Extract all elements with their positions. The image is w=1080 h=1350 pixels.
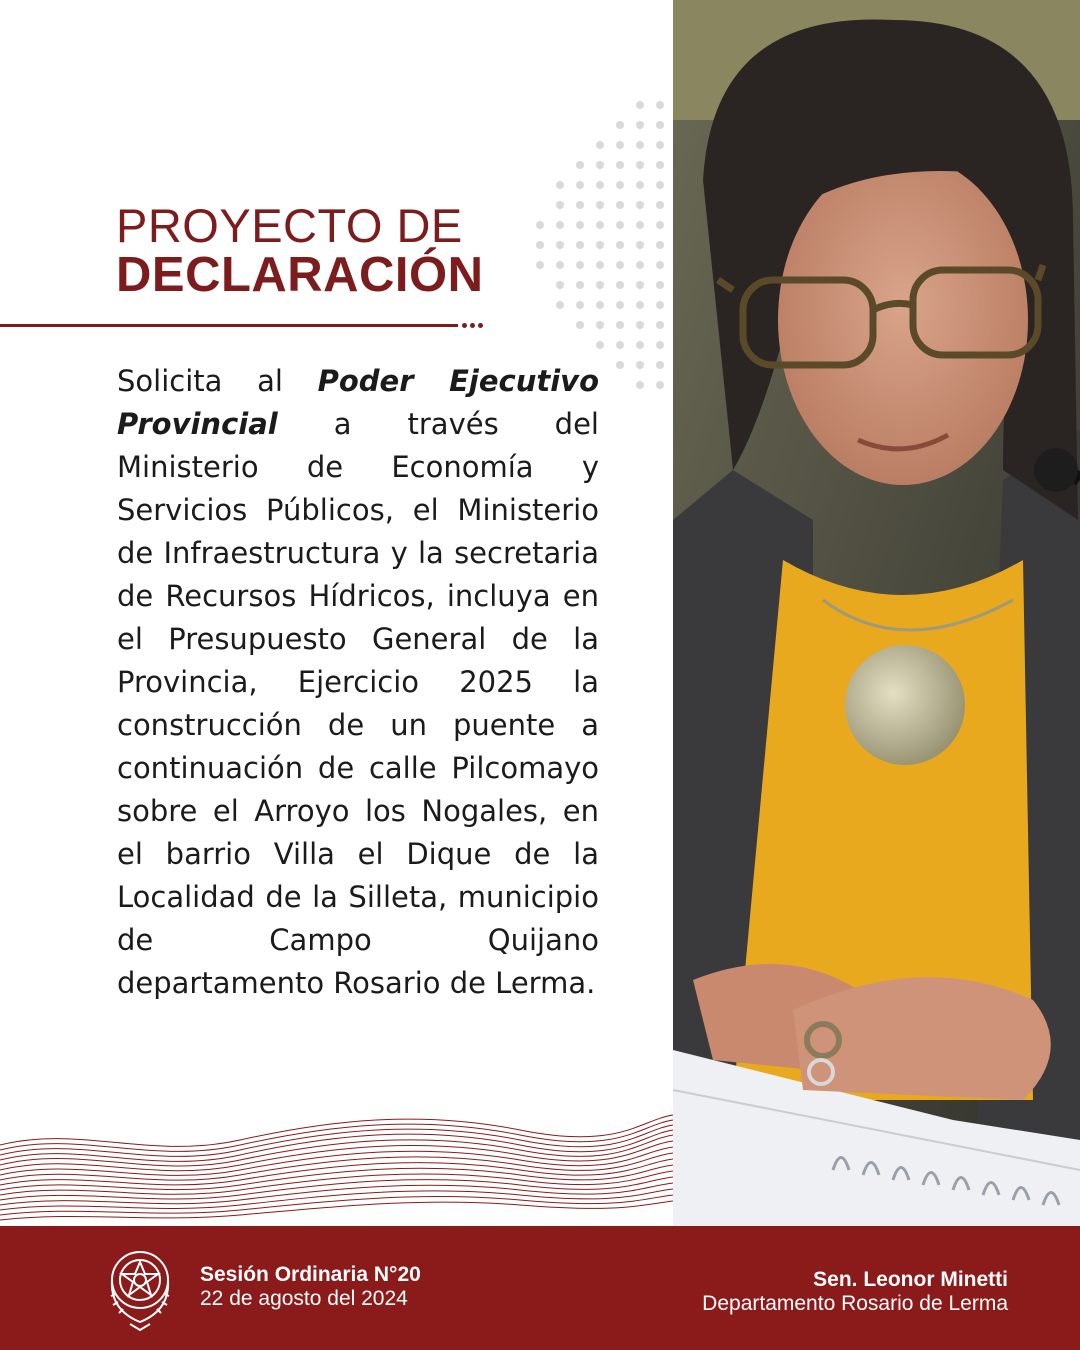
title-divider (0, 324, 458, 327)
dot-pattern-decoration (520, 95, 673, 395)
provincial-seal-icon (104, 1240, 176, 1332)
declaration-highlight: Poder Ejecutivo Provincial (117, 364, 599, 441)
wave-lines-decoration (0, 1105, 673, 1226)
divider-dots (462, 323, 483, 328)
title-line-1: PROYECTO DE (116, 199, 463, 252)
title-line-2: DECLARACIÓN (116, 248, 484, 302)
declaration-intro: Solicita al (117, 364, 318, 398)
senator-name: Sen. Leonor Minetti (813, 1268, 1008, 1291)
session-info (200, 1263, 421, 1311)
declaration-text (117, 360, 599, 1005)
page-title (116, 199, 484, 302)
portrait-illustration (673, 0, 1080, 1226)
session-title: Sesión Ordinaria N°20 (200, 1263, 421, 1286)
session-date: 22 de agosto del 2024 (200, 1287, 408, 1310)
senator-photo (673, 0, 1080, 1226)
senator-info (702, 1268, 1008, 1316)
senator-department: Departamento Rosario de Lerma (702, 1292, 1008, 1315)
declaration-rest: a través del Ministerio de Economía y Servicios Públicos, el Ministerio de Infraestructura y la secretaria de Recursos Hídricos, incluya en el Presupuesto General de la Provincia, Ejercicio 2025 la construcción de un puente a continuación de calle Pilcomayo sobre el Arroyo los Nogales, en el barrio Villa el Dique de la Localidad de la Silleta, municipio de Campo Quijano departamento Rosario de Lerma. (117, 407, 599, 1000)
